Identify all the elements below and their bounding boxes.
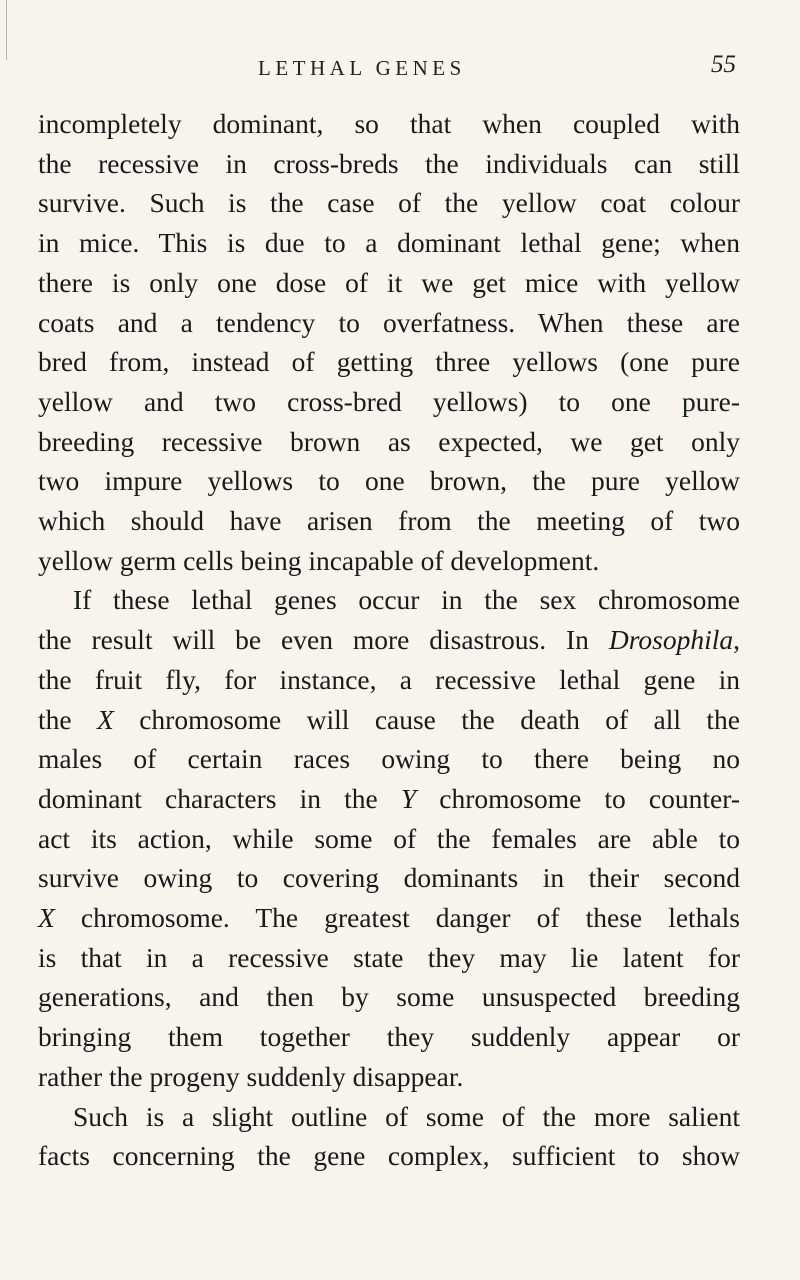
text-line: is that in a recessive state they may lie latent for — [38, 941, 740, 973]
paragraph-start-line: If these lethal genes occur in the sex chromosome — [73, 584, 740, 616]
text-line: survive owing to covering dominants in their second — [38, 862, 740, 894]
page-edge-line — [6, 0, 7, 60]
running-head: LETHAL GENES — [258, 56, 466, 80]
text-line: breeding recessive brown as expected, we get only — [38, 425, 740, 457]
text-line: the recessive in cross-breds the individuals can still — [38, 147, 740, 179]
paragraph-end-line: yellow germ cells being incapable of development. — [38, 544, 600, 576]
text-line: two impure yellows to one brown, the pure yellow — [38, 465, 740, 497]
text-line: in mice. This is due to a dominant lethal gene; when — [38, 227, 740, 259]
paragraph-start-line: Such is a slight outline of some of the more salient — [73, 1100, 740, 1132]
text-line: facts concerning the gene complex, sufficient to show — [38, 1140, 740, 1172]
text-line: bringing them together they suddenly appear or — [38, 1021, 740, 1053]
text-line: survive. Such is the case of the yellow coat colour — [38, 187, 740, 219]
text-line: the result will be even more disastrous. In Drosophila, — [38, 624, 740, 656]
text-line: dominant characters in the Y chromosome to counter- — [38, 782, 740, 814]
text-line: the fruit fly, for instance, a recessive lethal gene in — [38, 663, 740, 695]
paragraph-end-line: rather the progeny suddenly disappear. — [38, 1060, 464, 1092]
text-line: yellow and two cross-bred yellows) to one pure- — [38, 385, 740, 417]
text-line: there is only one dose of it we get mice with yellow — [38, 266, 740, 298]
text-line: the X chromosome will cause the death of all the — [38, 703, 740, 735]
body-text — [38, 104, 740, 1176]
text-line: act its action, while some of the females are able to — [38, 822, 740, 854]
text-line: generations, and then by some unsuspected breeding — [38, 981, 740, 1013]
text-line: males of certain races owing to there being no — [38, 743, 740, 775]
page-number: 55 — [711, 51, 736, 78]
text-line: coats and a tendency to overfatness. When these are — [38, 306, 740, 338]
text-line: incompletely dominant, so that when coupled with — [38, 108, 740, 139]
text-line: bred from, instead of getting three yellows (one pure — [38, 346, 740, 378]
text-line: X chromosome. The greatest danger of these lethals — [38, 902, 740, 934]
text-line: which should have arisen from the meeting of two — [38, 505, 740, 537]
